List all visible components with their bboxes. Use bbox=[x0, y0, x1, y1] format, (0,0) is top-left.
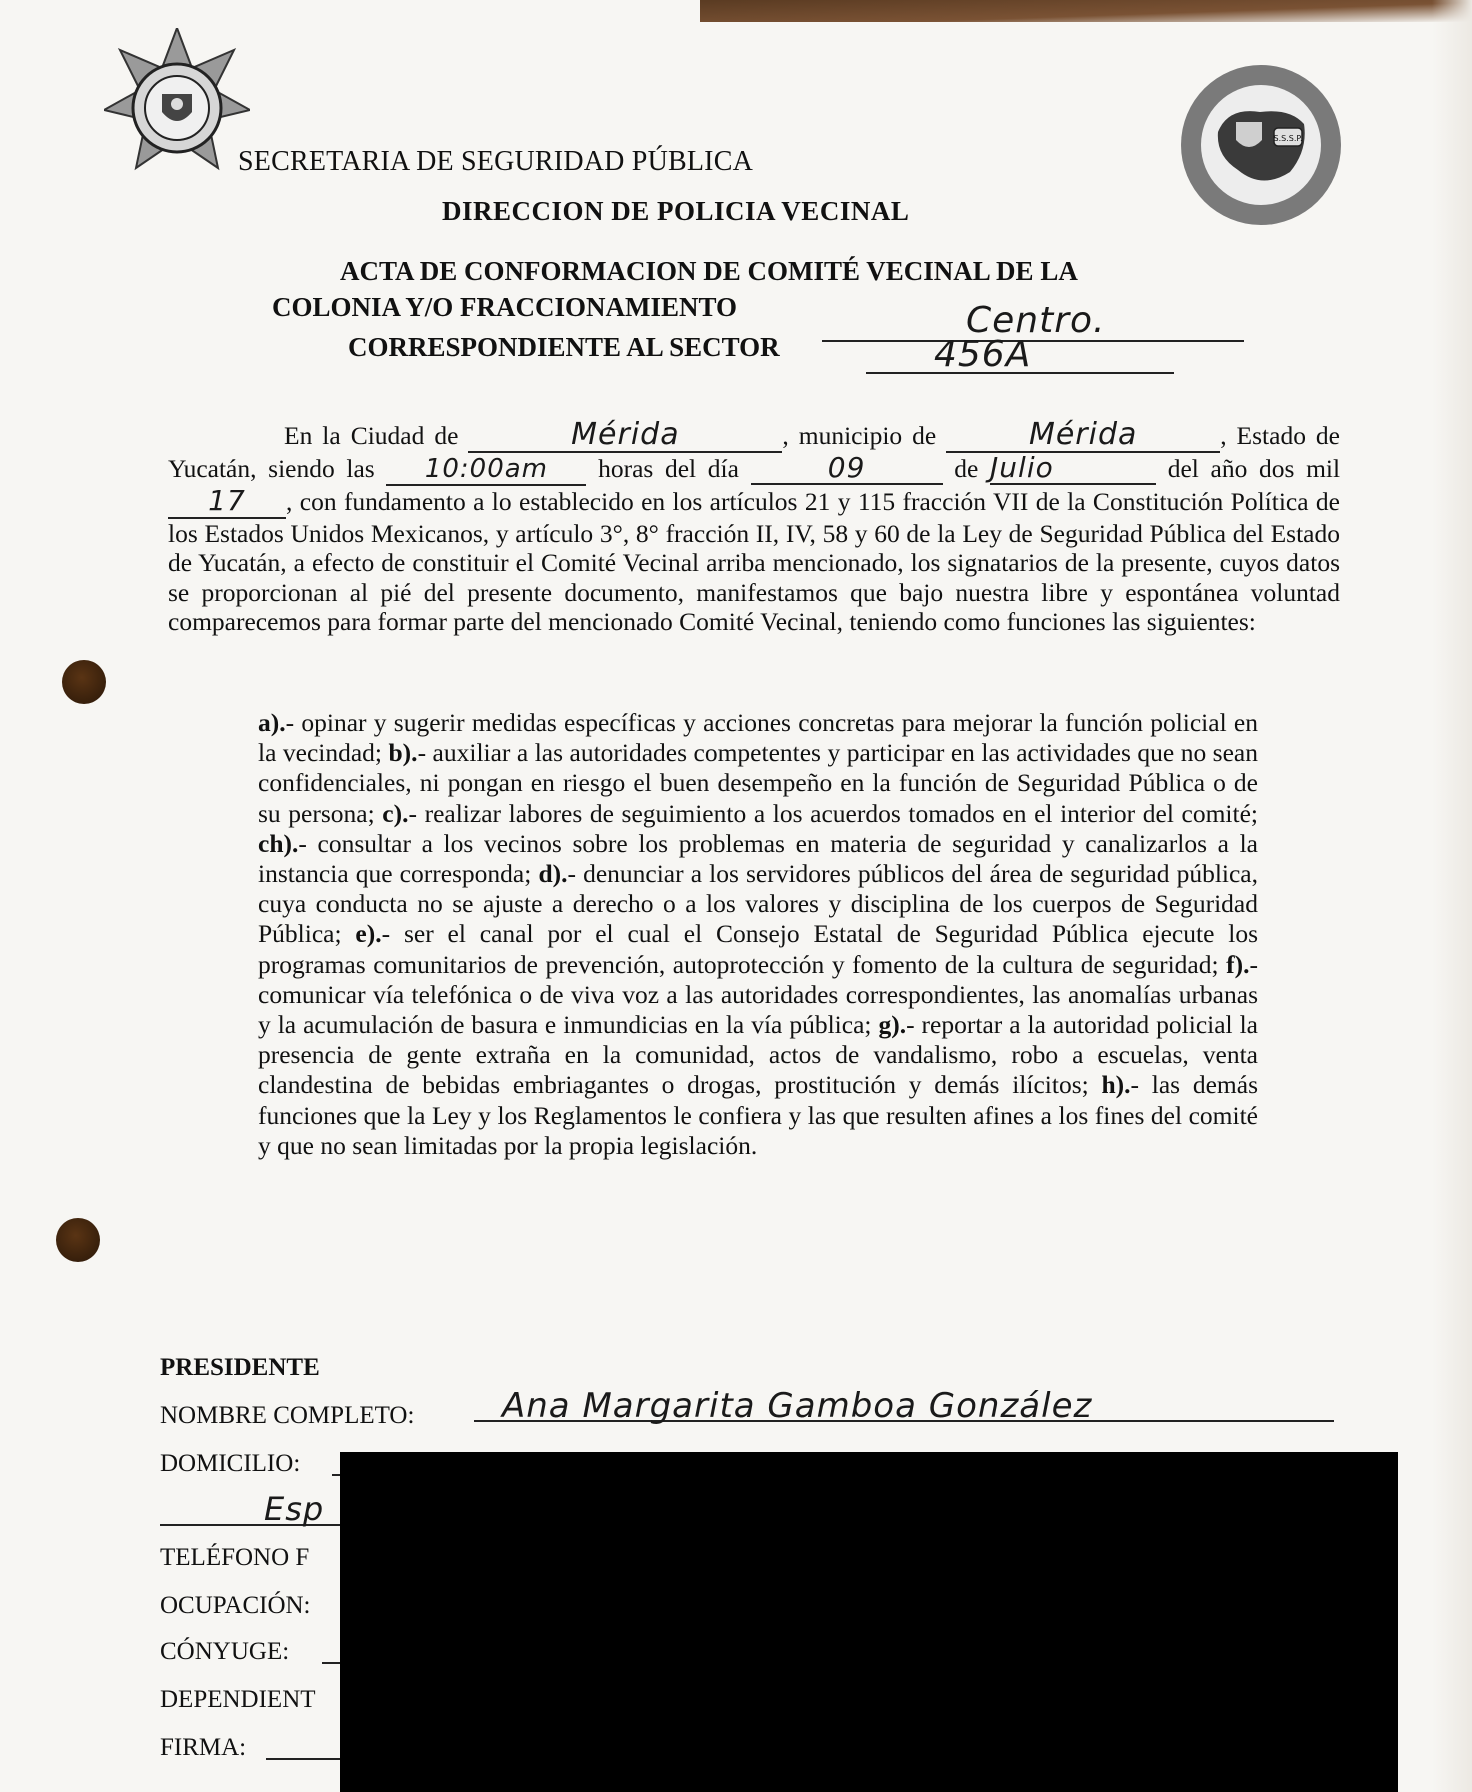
nombre-completo-label: NOMBRE COMPLETO: bbox=[160, 1402, 415, 1429]
body-text-estado: Estado de Yucatán, siendo las bbox=[168, 421, 1340, 483]
page-edge-shadow bbox=[700, 0, 1472, 22]
ciudad-value: Mérida bbox=[571, 417, 680, 452]
function-item: c).- realizar labores de seguimiento a los acuerdos tomados en el interior del comité; bbox=[382, 798, 1258, 828]
domicilio-continuation-value: Esp bbox=[264, 1490, 325, 1528]
function-item: d).- denunciar a los servidores públicos del área de seguridad pública, cuya conducta no se ajuste a derecho o a los valores y disciplina de los cuerpos de Seguridad Pública; bbox=[258, 859, 1258, 949]
nombre-value: Ana Margarita Gamboa González bbox=[502, 1386, 1093, 1426]
function-item: g).- reportar a la autoridad policial la presencia de gente extraña en la comunidad, actos de vandalismo, robo a escuelas, venta clandestina de bebidas embriagantes o drogas, prostitución y demás ilícitos; bbox=[258, 1010, 1259, 1100]
colonia-value: Centro. bbox=[966, 300, 1106, 341]
acta-title-line-3: CORRESPONDIENTE AL SECTOR bbox=[348, 332, 780, 362]
hora-value: 10:00am bbox=[424, 453, 548, 484]
function-item: f).- comunicar vía telefónica o de viva voz a las autoridades correspondientes, las anomalías urbanas y la acumulación de basura e inmundicias en la vía pública; bbox=[258, 949, 1258, 1040]
body-text-de: de bbox=[954, 453, 979, 483]
body-text-anio: del año dos mil bbox=[1167, 453, 1341, 483]
ocupacion-label: OCUPACIÓN: bbox=[160, 1592, 311, 1619]
dependientes-label: DEPENDIENT bbox=[160, 1686, 316, 1713]
function-item: b).- auxiliar a las autoridades competentes y participar en las actividades que no sean confidenciales, ni pongan en riesgo el buen desempeño en la función de Seguridad Pública o de su persona; bbox=[258, 738, 1258, 828]
body-text-horas: horas del día bbox=[598, 453, 739, 483]
firma-label: FIRMA: bbox=[160, 1734, 247, 1761]
punch-hole bbox=[56, 1218, 100, 1262]
body-text-intro: En la Ciudad de bbox=[284, 421, 459, 450]
consejo-estatal-seal bbox=[1178, 62, 1344, 228]
redaction-block bbox=[340, 1452, 1398, 1792]
presidente-heading: PRESIDENTE bbox=[160, 1354, 320, 1381]
body-text-fundamento: , con fundamento a lo establecido en los artículos 21 y 115 fracción VII de la Constitución Política de los Estados Unidos Mexicanos, y artículo 3°, 8° fracción II, IV, 58 y 60 de la Ley de Seguridad Pública del Estado de Yucatán, a efecto de constituir el Comité Vecinal arriba mencionado, los signatarios de la presente, cuyos datos se proporcionan al pié del presente documento, manifestamos que bajo nuestra libre y espontánea voluntad comparecemos para formar parte del mencionado Comité Vecinal, teniendo como funciones las siguientes: bbox=[168, 487, 1340, 636]
function-item: a).- opinar y sugerir medidas específicas y acciones concretas para mejorar la función policial en la vecindad; bbox=[258, 708, 1258, 768]
functions-list bbox=[258, 708, 1258, 1161]
function-item: h).- las demás funciones que la Ley y los Reglamentos le confiera y las que resulten afines a los fines del comité y que no sean limitadas por la propia legislación. bbox=[258, 1070, 1258, 1160]
direccion-heading: DIRECCION DE POLICIA VECINAL bbox=[442, 196, 910, 226]
page-right-shadow bbox=[1432, 0, 1472, 1792]
acta-body-paragraph: En la Ciudad de Mérida , municipio de Mérida , Estado de Yucatán, siendo las 10:00am horas del día 09 de Julio del año dos mil 17 , con fundamento a lo establecido en los artículos 21 y 115 fracción VII de la Constitución Política de los Estados Unidos Mexicanos, y artículo 3°, 8° fracción II, IV, 58 y 60 de la Ley de Seguridad Pública del Estado de Yucatán, a efecto de constituir el Comité Vecinal arriba mencionado, los signatarios de la presente, cuyos datos se proporcionan al pié del presente documento, manifestamos que bajo nuestra libre y espontánea voluntad comparecemos para formar parte del mencionado Comité Vecinal, teniendo como funciones las siguientes: bbox=[168, 417, 1341, 636]
police-star-seal bbox=[104, 28, 250, 180]
body-text-municipio: , municipio de bbox=[782, 421, 937, 450]
svg-text:S.S.S.P.: S.S.S.P. bbox=[1273, 134, 1303, 143]
function-item: e).- ser el canal por el cual el Consejo Estatal de Seguridad Pública ejecute los programas comunitarios de prevención, autoprotección y fomento de la cultura de seguridad; bbox=[258, 919, 1258, 979]
acta-title-line-1: ACTA DE CONFORMACION DE COMITÉ VECINAL DE LA bbox=[340, 256, 1078, 286]
conyuge-fill-line bbox=[322, 1662, 342, 1664]
acta-title-line-2: COLONIA Y/O FRACCIONAMIENTO bbox=[272, 292, 738, 322]
anio-value: 17 bbox=[208, 484, 246, 517]
function-item: ch).- consultar a los vecinos sobre los problemas en materia de seguridad y canalizarlos a la instancia que corresponda; bbox=[258, 828, 1258, 889]
domicilio-label: DOMICILIO: bbox=[160, 1450, 301, 1477]
mes-value: Julio bbox=[990, 450, 1054, 484]
dia-value: 09 bbox=[827, 450, 866, 484]
municipio-value: Mérida bbox=[1028, 417, 1138, 452]
conyuge-label: CÓNYUGE: bbox=[160, 1638, 290, 1665]
sector-value: 456A bbox=[934, 334, 1032, 375]
secretaria-heading: SECRETARIA DE SEGURIDAD PÚBLICA bbox=[238, 146, 753, 177]
firma-fill-line bbox=[266, 1758, 342, 1760]
punch-hole bbox=[62, 660, 106, 704]
telefono-label: TELÉFONO F bbox=[160, 1544, 310, 1571]
